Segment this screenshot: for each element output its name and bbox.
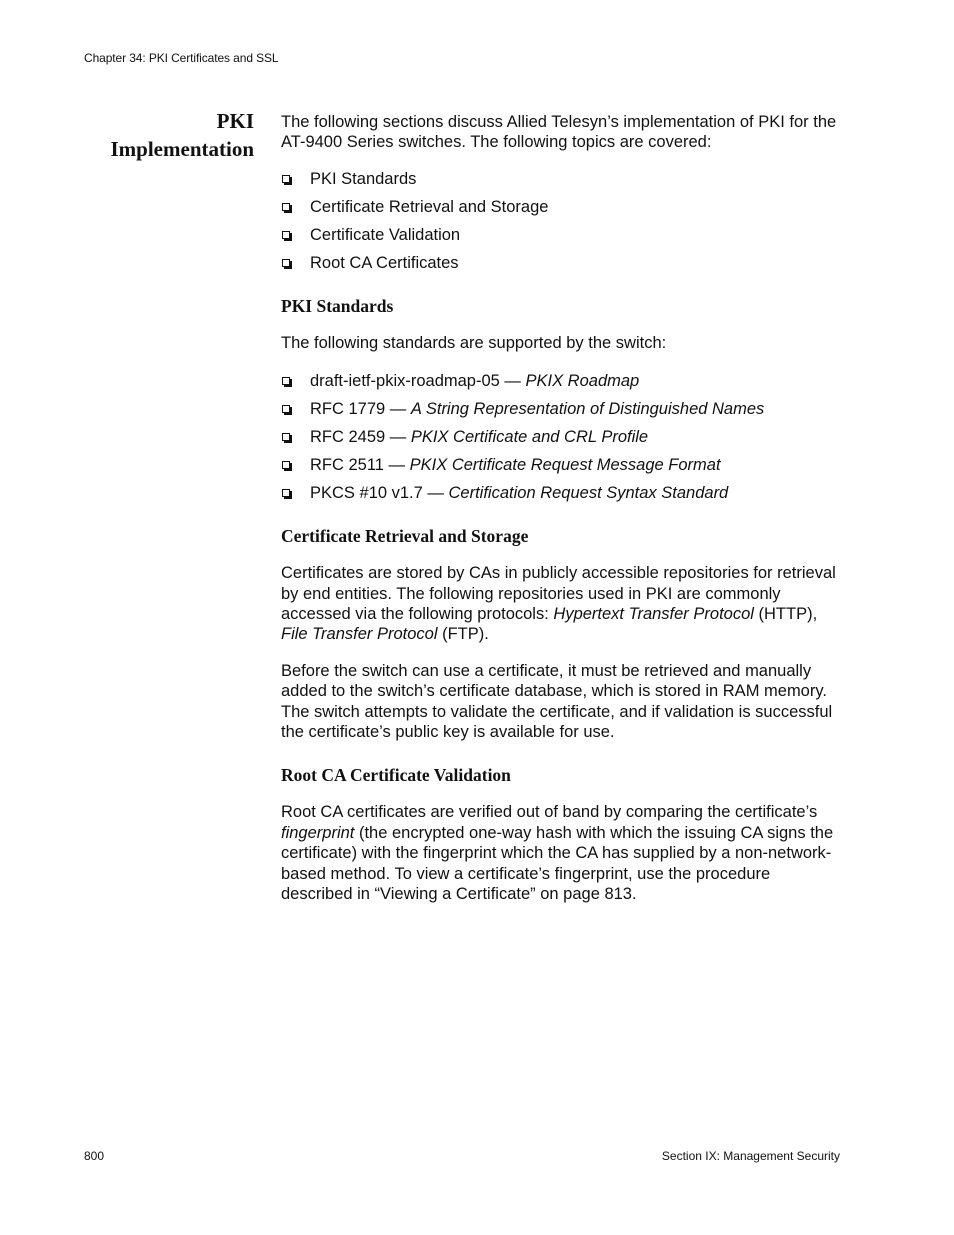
checkbox-bullet-icon: [282, 377, 290, 385]
checkbox-bullet-icon: [282, 231, 290, 239]
list-item: Certificate Retrieval and Storage: [281, 197, 846, 225]
checkbox-bullet-icon: [282, 489, 290, 497]
checkbox-bullet-icon: [282, 433, 290, 441]
root-ca-heading: Root CA Certificate Validation: [281, 765, 511, 786]
list-item: PKI Standards: [281, 169, 846, 197]
checkbox-bullet-icon: [282, 405, 290, 413]
list-item: Root CA Certificates: [281, 253, 846, 281]
retrieval-paragraph-2: Before the switch can use a certificate, it must be retrieved and manually added to the switch’s certificate database, which is stored in RAM memory. The switch attempts to validate the certificate, and if validation is successful the certificate’s public key is available for use.: [281, 661, 833, 742]
checkbox-bullet-icon: [282, 461, 290, 469]
topics-list: [281, 169, 846, 281]
checkbox-bullet-icon: [282, 203, 290, 211]
list-item: RFC 1779 — A String Representation of Distinguished Names: [281, 399, 846, 427]
page-number: 800: [84, 1149, 105, 1163]
checkbox-bullet-icon: [282, 175, 290, 183]
list-item: draft-ietf-pkix-roadmap-05 — PKIX Roadmap: [281, 371, 846, 399]
retrieval-paragraph-1: Certificates are stored by CAs in publicly accessible repositories for retrieval by end entities. The following repositories used in PKI are commonly accessed via the following protocols: Hypertext Transfer Protocol (HTTP), File Transfer Protocol (FTP).: [281, 564, 836, 644]
list-item: Certificate Validation: [281, 225, 846, 253]
checkbox-bullet-icon: [282, 259, 290, 267]
running-header: Chapter 34: PKI Certificates and SSL: [84, 51, 279, 65]
section-heading: [54, 107, 254, 163]
main-content: [281, 112, 846, 905]
list-item: RFC 2459 — PKIX Certificate and CRL Profile: [281, 427, 846, 455]
running-footer-section: Section IX: Management Security: [661, 1149, 840, 1163]
standards-lead: The following standards are supported by the switch:: [281, 333, 667, 352]
retrieval-heading: Certificate Retrieval and Storage: [281, 526, 529, 547]
list-item: RFC 2511 — PKIX Certificate Request Message Format: [281, 455, 846, 483]
list-item: PKCS #10 v1.7 — Certification Request Syntax Standard: [281, 483, 846, 511]
pki-standards-heading: PKI Standards: [281, 295, 394, 316]
standards-list: [281, 371, 846, 511]
root-ca-paragraph: Root CA certificates are verified out of band by comparing the certificate’s fingerprint (the encrypted one-way hash with which the issuing CA signs the certificate) with the fingerprint which the CA has supplied by a non-network-based method. To view a certificate’s fingerprint, use the procedure described in “Viewing a Certificate” on page 813.: [281, 803, 834, 904]
intro-paragraph: The following sections discuss Allied Telesyn’s implementation of PKI for the AT-9400 Series switches. The following topics are covered:: [281, 113, 837, 152]
section-heading-line2: Implementation: [110, 137, 254, 161]
section-heading-line1: PKI: [216, 109, 254, 133]
